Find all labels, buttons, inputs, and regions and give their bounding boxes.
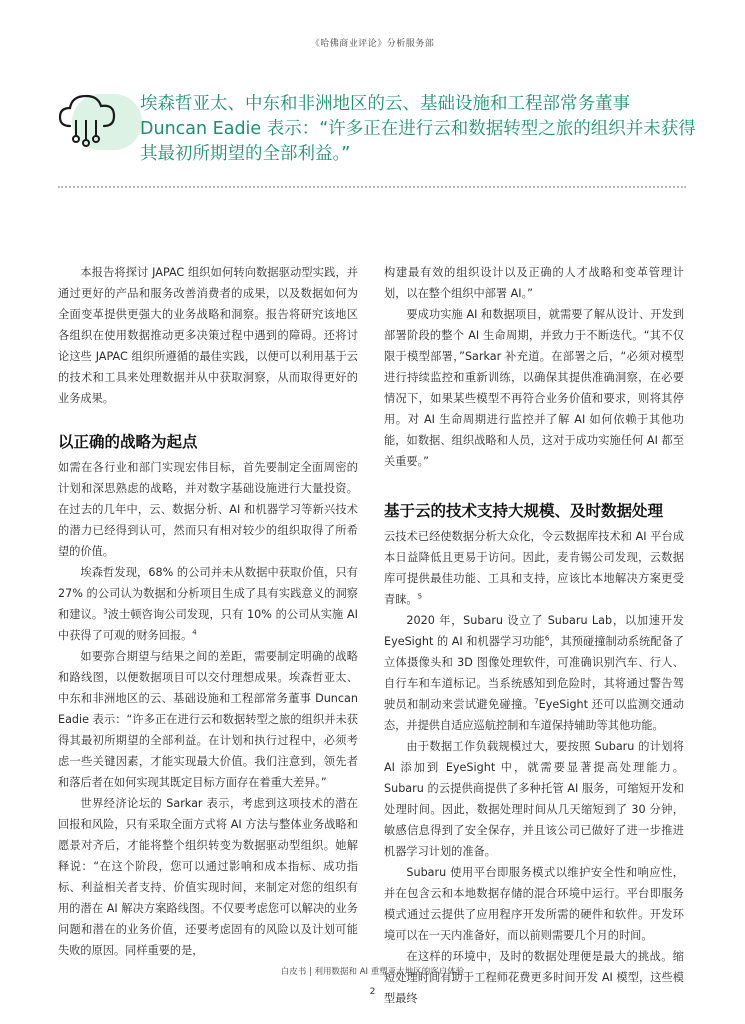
page-number: 2 xyxy=(369,987,376,997)
right-column xyxy=(384,262,684,1009)
footnote-ref[interactable]: 3 xyxy=(103,607,108,616)
paragraph xyxy=(58,562,358,646)
cloud-network-icon xyxy=(52,88,142,158)
paragraph-text: 2020 年，Subaru 设立了 Subaru Lab，以加速开发 EyeSight 的 AI 和机器学习功能 xyxy=(384,614,684,648)
paragraph: 如要弥合期望与结果之间的差距，需要制定明确的战略和路线图，以便数据项目可以交付理想成果。埃森哲亚太、中东和非洲地区的云、基础设施和工程部常务董事 Duncan Eadie 表示：“许多正在进行云和数据转型之旅的组织并未获得其最初所期望的全部利益。在计划和执行过程中，必须考虑一些关键因素，才能实现最大价值。我们注意到，领先者和落后者在如何实现其既定目标方面存在着重大差异。” xyxy=(58,650,358,789)
footnote-ref[interactable]: 5 xyxy=(417,592,423,601)
paragraph xyxy=(384,610,684,736)
pull-quote xyxy=(52,88,702,178)
section-heading-cloud: 基于云的技术支持大规模、及时数据处理 xyxy=(384,502,664,520)
paragraph: 构建最有效的组织设计以及正确的人才战略和变革管理计划，以在整个组织中部署 AI。” xyxy=(384,266,684,300)
paragraph: 要成功实施 AI 和数据项目，就需要了解从设计、开发到部署阶段的整个 AI 生命周期，并致力于不断迭代。“其不仅限于模型部署，”Sarkar 补充道。在部署之后，“必须对模型进行持续监控和重新训练，以确保其提供准确洞察，在必要情况下，如果某些模型不再符合业务价值和要求，则将其停用。对 AI 生命周期进行监控并了解 AI 如何依赖于其他功能，如数据、组织战略和人员，这对于成功实施任何 AI 都至关重要。” xyxy=(384,308,684,468)
paragraph: Subaru 使用平台即服务模式以维护安全性和响应性，并在包含云和本地数据存储的混合环境中运行。平台即服务模式通过云提供了应用程序开发所需的硬件和软件。开发环境可以在一天内准备好，而以前则需要几个月的时间。 xyxy=(384,866,684,942)
paragraph: 世界经济论坛的 Sarkar 表示，考虑到这项技术的潜在回报和风险，只有采取全面方式将 AI 方法与整体业务战略和愿景对齐后，才能将整个组织转变为数据驱动型组织。她解释说：“在这个阶段，您可以通过影响和成本指标、成功指标、利益相关者支持、价值实现时间，来制定对您的组织有用的潜在 AI 解决方案路线图。不仅要考虑您可以解决的业务问题和潜在的业务价值，还要考虑固有的风险以及计划可能失败的原因。同样重要的是， xyxy=(58,797,358,957)
publication-header: 《哈佛商业评论》分析服务部 xyxy=(310,39,435,49)
footnote-ref[interactable]: 6 xyxy=(544,634,550,643)
paragraph: 由于数据工作负载规模过大，要按照 Subaru 的计划将 AI 添加到 EyeSight 中，就需要显著提高处理能力。Subaru 的云提供商提供了多种托管 AI 服务，可缩短开发和处理时间。因此，数据处理时间从几天缩短到了 30 分钟，敏感信息得到了安全保存，并且该公司已做好了进一步推进机器学习计划的准备。 xyxy=(384,740,684,858)
paragraph-text: ，其预碰撞制动系统配备了立体摄像头和 3D 图像处理软件，可准确识别汽车、行人、自行车和车道标记。当系统感知到危险时，其将通过警告驾驶员和制动来尝试避免碰撞。 xyxy=(384,635,684,711)
section-heading-strategy: 以正确的战略为起点 xyxy=(58,433,198,451)
paragraph: 如需在各行业和部门实现宏伟目标，首先要制定全面周密的计划和深思熟虑的战略，并对数字基础设施进行大量投资。在过去的几年中，云、数据分析、AI 和机器学习等新兴技术的潜力已经得到认可，然而只有相对较少的组织取得了所希望的价值。 xyxy=(58,461,358,558)
paragraph xyxy=(384,526,684,610)
paragraph-text: EyeSight 还可以监测交通动态，并提供自适应巡航控制和车道保持辅助等其他功能。 xyxy=(384,698,684,732)
intro-paragraph: 本报告将探讨 JAPAC 组织如何转向数据驱动型实践，并通过更好的产品和服务改善消费者的成果，以及数据如何为全面变革提供更强大的业务战略和洞察。报告将研究该地区各组织在使用数据推动更多决策过程中遇到的障碍。还将讨论这些 JAPAC 组织所遵循的最佳实践，以便可以利用基于云的技术和工具来处理数据并从中获取洞察，从而取得更好的业务成果。 xyxy=(58,266,358,405)
paragraph-text: 波士顿咨询公司发现，只有 10% 的公司从实施 AI 中获得了可观的财务回报。 xyxy=(58,608,358,642)
footnote-ref[interactable]: 4 xyxy=(192,628,197,637)
page-footer: 白皮书 | 利用数据和 AI 重塑亚太地区的客户体验 xyxy=(280,967,465,977)
footnote-ref[interactable]: 7 xyxy=(534,697,539,706)
paragraph-text: 埃森哲发现，68% 的公司并未从数据中获取价值，只有 27% 的公司认为数据和分析项目生成了具有实践意义的洞察和建议。 xyxy=(58,566,358,621)
dotted-divider xyxy=(58,186,686,188)
left-column xyxy=(58,262,358,961)
paragraph: 在这样的环境中，及时的数据处理便是最大的挑战。缩短处理时间有助于工程师花费更多时间开发 AI 模型，这些模型最终 xyxy=(384,950,684,1005)
paragraph-text: 云技术已经使数据分析大众化，令云数据库技术和 AI 平台成本日益降低且更易于访问。因此，麦肯锡公司发现，云数据库可提供最佳功能、工具和支持，应该比本地解决方案更受青睐。 xyxy=(384,530,684,606)
pull-quote-text: 埃森哲亚太、中东和非洲地区的云、基础设施和工程部常务董事 Duncan Eadie 表示：“许多正在进行云和数据转型之旅的组织并未获得其最初所期望的全部利益。” xyxy=(140,94,696,164)
